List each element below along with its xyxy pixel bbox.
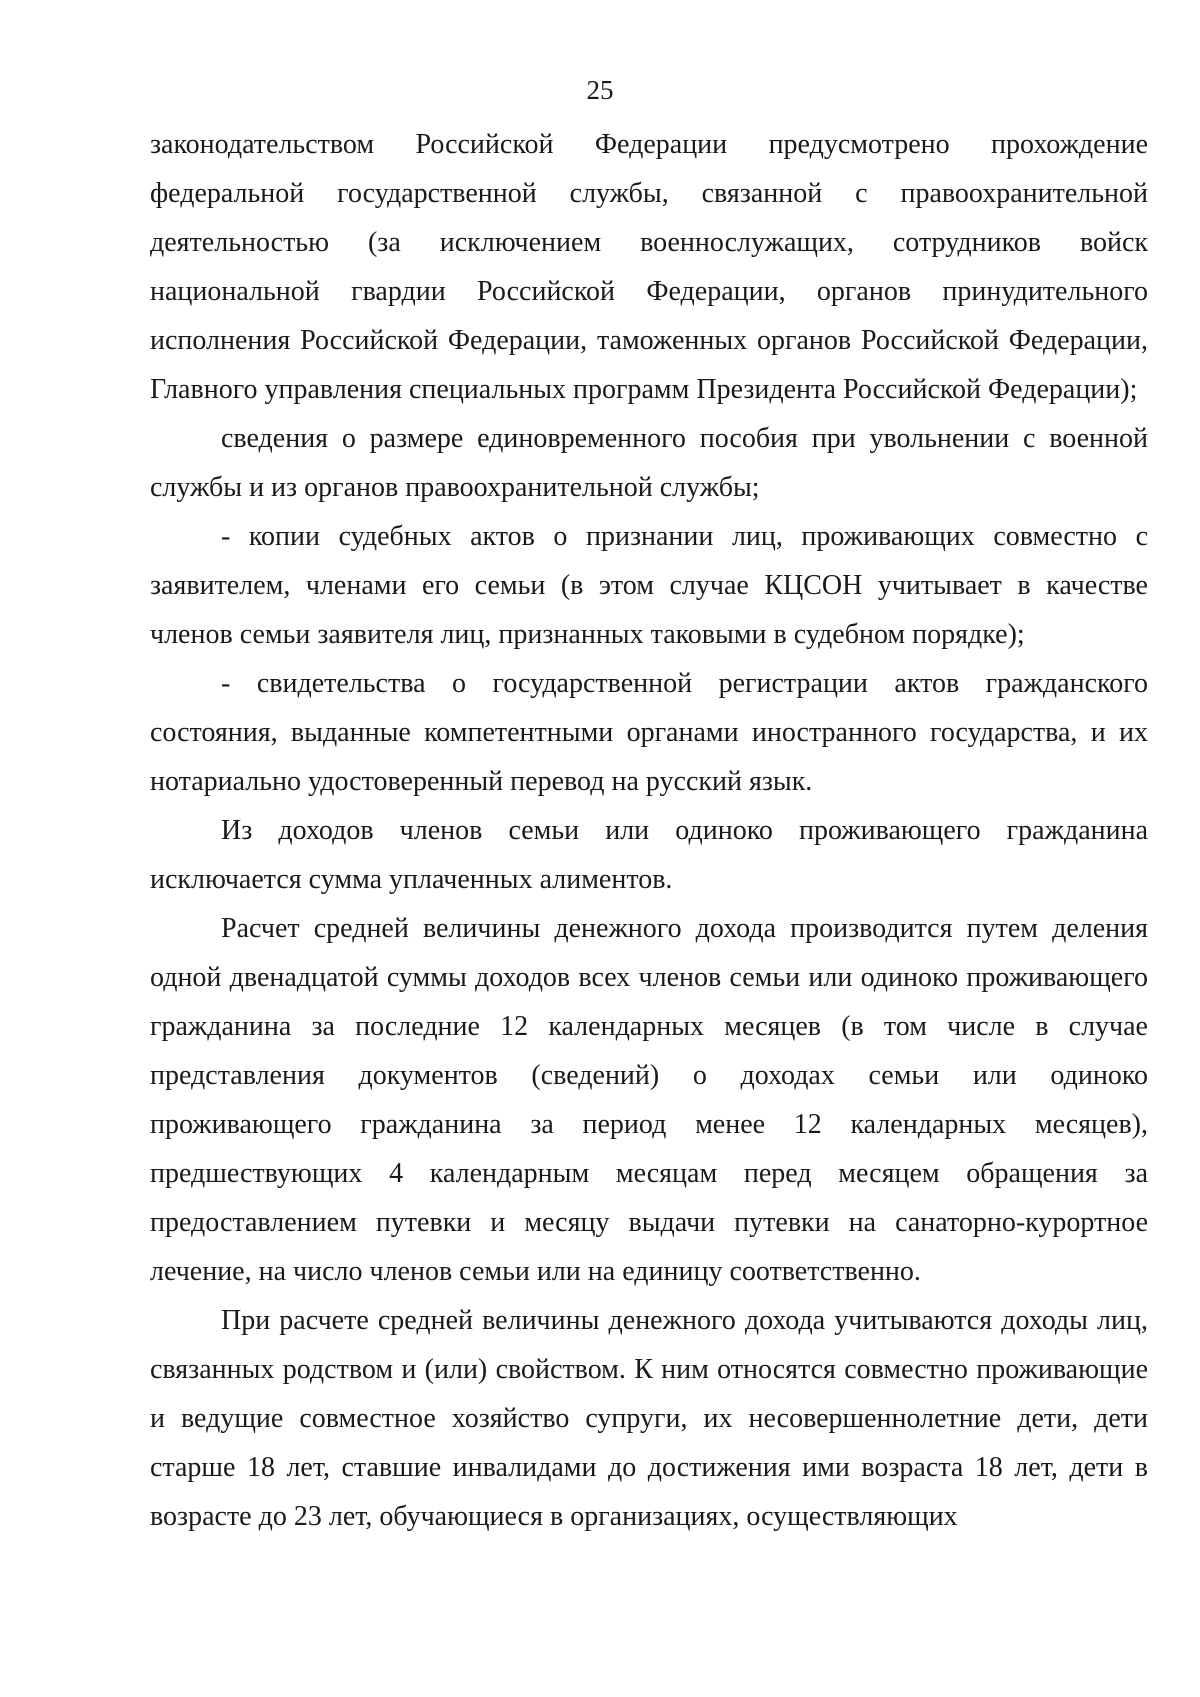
page-number: 25: [586, 75, 614, 105]
paragraph-court-acts: - копии судебных актов о признании лиц, проживающих совместно с заявителем, членами его семьи (в этом случае КЦСОН учитывает в качестве членов семьи заявителя лиц, признанных таковыми в судебном порядке);: [150, 521, 1148, 650]
paragraph-related-persons: При расчете средней величины денежного дохода учитываются доходы лиц, связанных родством и (или) свойством. К ним относятся совместно проживающие и ведущие совместное хозяйство супруги, их несовершеннолетние дети, дети старше 18 лет, ставшие инвалидами до достижения ими возраста 18 лет, дети в возрасте до 23 лет, обучающиеся в организациях, осуществляющих: [150, 1305, 1148, 1532]
paragraph-income-calculation: Расчет средней величины денежного дохода производится путем деления одной двенадцатой суммы доходов всех членов семьи или одиноко проживающего гражданина за последние 12 календарных месяцев (в том числе в случае представления документов (сведений) о доходах семьи или одиноко проживающего гражданина за период менее 12 календарных месяцев), предшествующих 4 календарным месяцам перед месяцем обращения за предоставлением путевки и месяцу выдачи путевки на санаторно-курортное лечение, на число членов семьи или на единицу соответственно.: [150, 913, 1148, 1287]
paragraph-severance-info: сведения о размере единовременного пособия при увольнении с военной службы и из органов правоохранительной службы;: [150, 423, 1148, 503]
paragraph-continuation: законодательством Российской Федерации предусмотрено прохождение федеральной государственной службы, связанной с правоохранительной деятельностью (за исключением военнослужащих, сотрудников войск национальной гвардии Российской Федерации, органов принудительного исполнения Российской Федерации, таможенных органов Российской Федерации, Главного управления специальных программ Президента Российской Федерации);: [150, 129, 1148, 405]
paragraph-civil-status-certificates: - свидетельства о государственной регистрации актов гражданского состояния, выданные компетентными органами иностранного государства, и их нотариально удостоверенный перевод на русский язык.: [150, 668, 1148, 797]
document-body: [150, 120, 1148, 1541]
paragraph-alimony: Из доходов членов семьи или одиноко проживающего гражданина исключается сумма уплаченных алиментов.: [150, 815, 1148, 895]
